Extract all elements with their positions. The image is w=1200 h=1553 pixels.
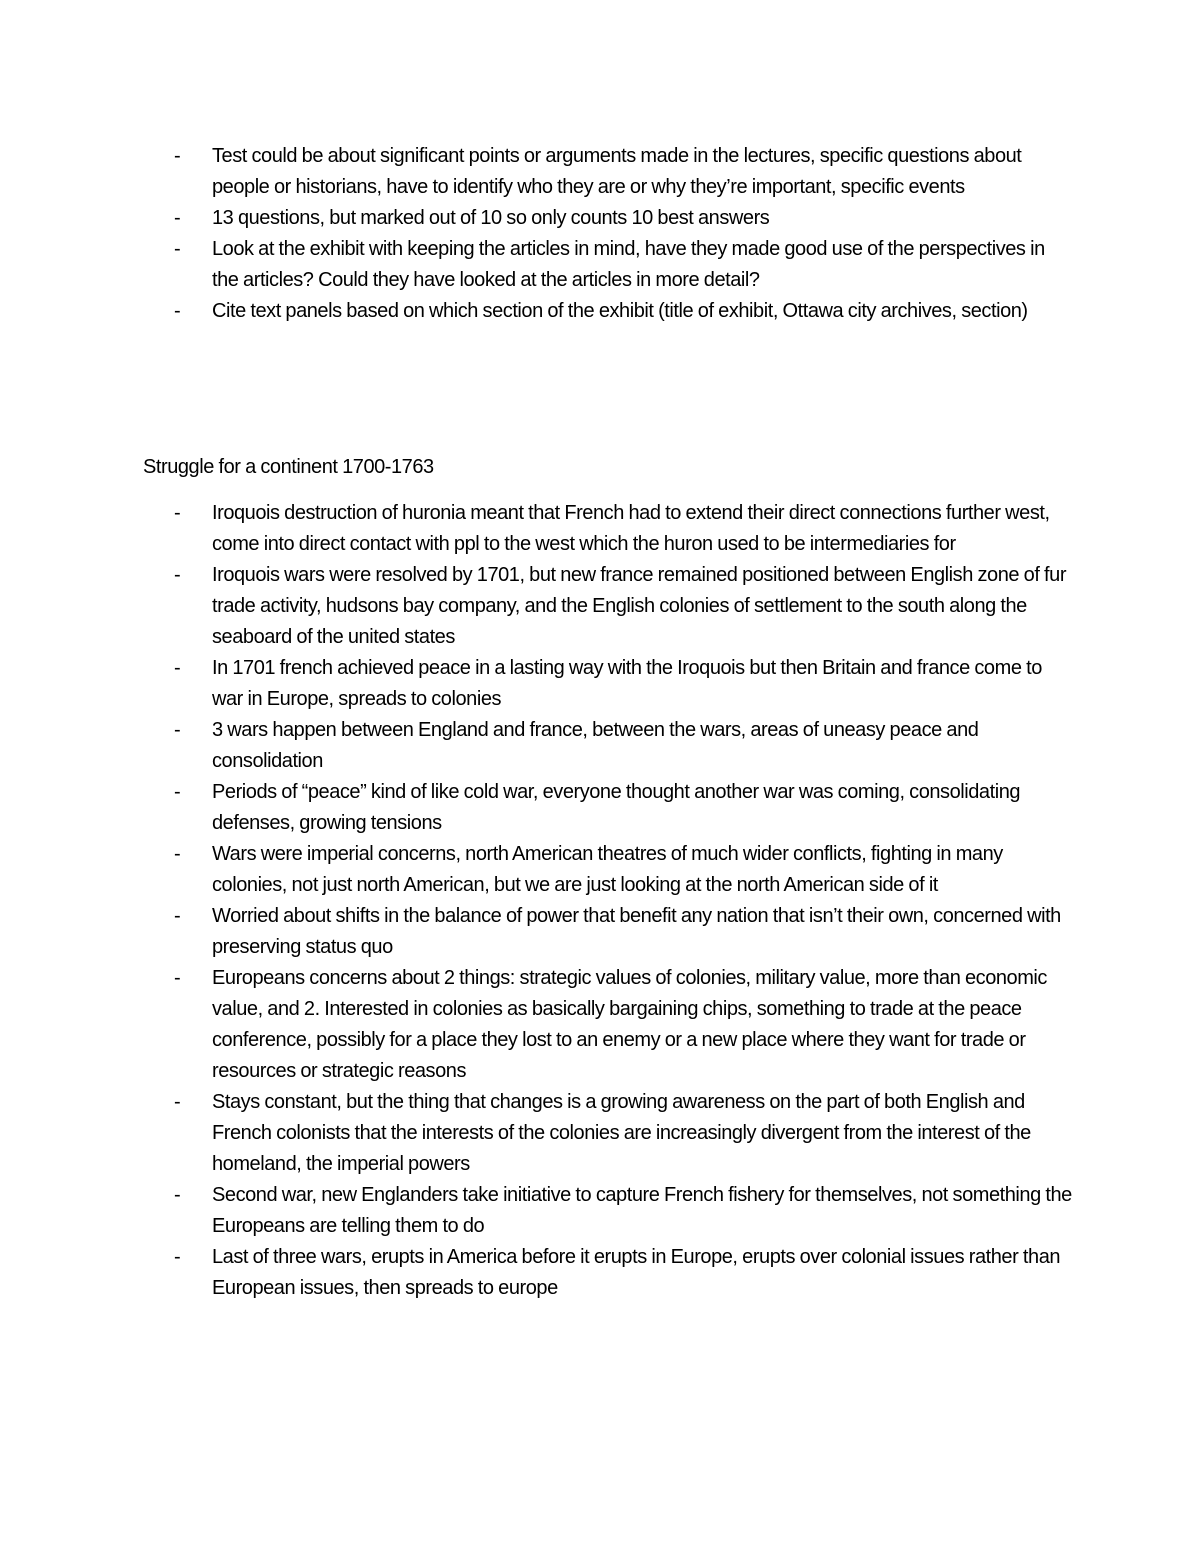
list-item [172,839,1072,901]
bullet-dash: - [174,719,181,741]
bullet-dash: - [174,238,181,260]
list-item-text: Cite text panels based on which section of the exhibit (title of exhibit, Ottawa city archives, section) [212,300,1028,322]
list-item [172,560,1072,653]
bullet-dash: - [174,564,181,586]
list-item-text: Look at the exhibit with keeping the articles in mind, have they made good use of the perspectives in the articles? Could they have looked at the articles in more detail? [212,238,1045,291]
bullet-dash: - [174,967,181,989]
list-item [172,1242,1072,1304]
list-item [172,963,1072,1087]
list-item-text: Wars were imperial concerns, north American theatres of much wider conflicts, fighting in many colonies, not just north American, but we are just looking at the north American side of it [212,843,1003,896]
list-item [172,653,1072,715]
list-item [172,1087,1072,1180]
list-item [172,498,1072,560]
list-item-text: 3 wars happen between England and france, between the wars, areas of uneasy peace and consolidation [212,719,979,772]
bullet-dash: - [174,502,181,524]
list-item-text: Europeans concerns about 2 things: strategic values of colonies, military value, more than economic value, and 2. Interested in colonies as basically bargaining chips, something to trade at the peace conference, possibly for a place they lost to an enemy or a new place where they want for trade or resources or strategic reasons [212,967,1047,1082]
bullet-dash: - [174,843,181,865]
bullet-dash: - [174,781,181,803]
list-item [172,203,1072,234]
bullet-dash: - [174,905,181,927]
list-item [172,901,1072,963]
bullet-dash: - [174,1091,181,1113]
list-item [172,141,1072,203]
list-item [172,715,1072,777]
intro-list [172,141,1072,327]
list-item-text: Test could be about significant points or arguments made in the lectures, specific questions about people or historians, have to identify who they are or why they’re important, specific events [212,145,1022,198]
list-item-text: Stays constant, but the thing that changes is a growing awareness on the part of both English and French colonists that the interests of the colonies are increasingly divergent from the interest of the homeland, the imperial powers [212,1091,1031,1175]
list-item-text: In 1701 french achieved peace in a lasting way with the Iroquois but then Britain and france come to war in Europe, spreads to colonies [212,657,1042,710]
list-item [172,1180,1072,1242]
list-item-text: Worried about shifts in the balance of power that benefit any nation that isn’t their own, concerned with preserving status quo [212,905,1061,958]
list-item-text: Periods of “peace” kind of like cold war, everyone thought another war was coming, consolidating defenses, growing tensions [212,781,1021,834]
bullet-dash: - [174,1184,181,1206]
bullet-dash: - [174,300,181,322]
list-item [172,234,1072,296]
bullet-dash: - [174,207,181,229]
list-item-text: Iroquois destruction of huronia meant that French had to extend their direct connections further west, come into direct contact with ppl to the west which the huron used to be intermediaries for [212,502,1050,555]
list-item-text: Last of three wars, erupts in America before it erupts in Europe, erupts over colonial issues rather than European issues, then spreads to europe [212,1246,1061,1299]
list-item [172,777,1072,839]
section-heading: Struggle for a continent 1700-1763 [143,456,434,478]
list-item-text: Iroquois wars were resolved by 1701, but new france remained positioned between English zone of fur trade activity, hudsons bay company, and the English colonies of settlement to the south along the seaboard of the united states [212,564,1067,648]
list-item [172,296,1072,327]
bullet-dash: - [174,145,181,167]
section-list [172,498,1072,1304]
bullet-dash: - [174,657,181,679]
list-item-text: Second war, new Englanders take initiative to capture French fishery for themselves, not something the Europeans are telling them to do [212,1184,1072,1237]
bullet-dash: - [174,1246,181,1268]
list-item-text: 13 questions, but marked out of 10 so only counts 10 best answers [212,207,770,229]
